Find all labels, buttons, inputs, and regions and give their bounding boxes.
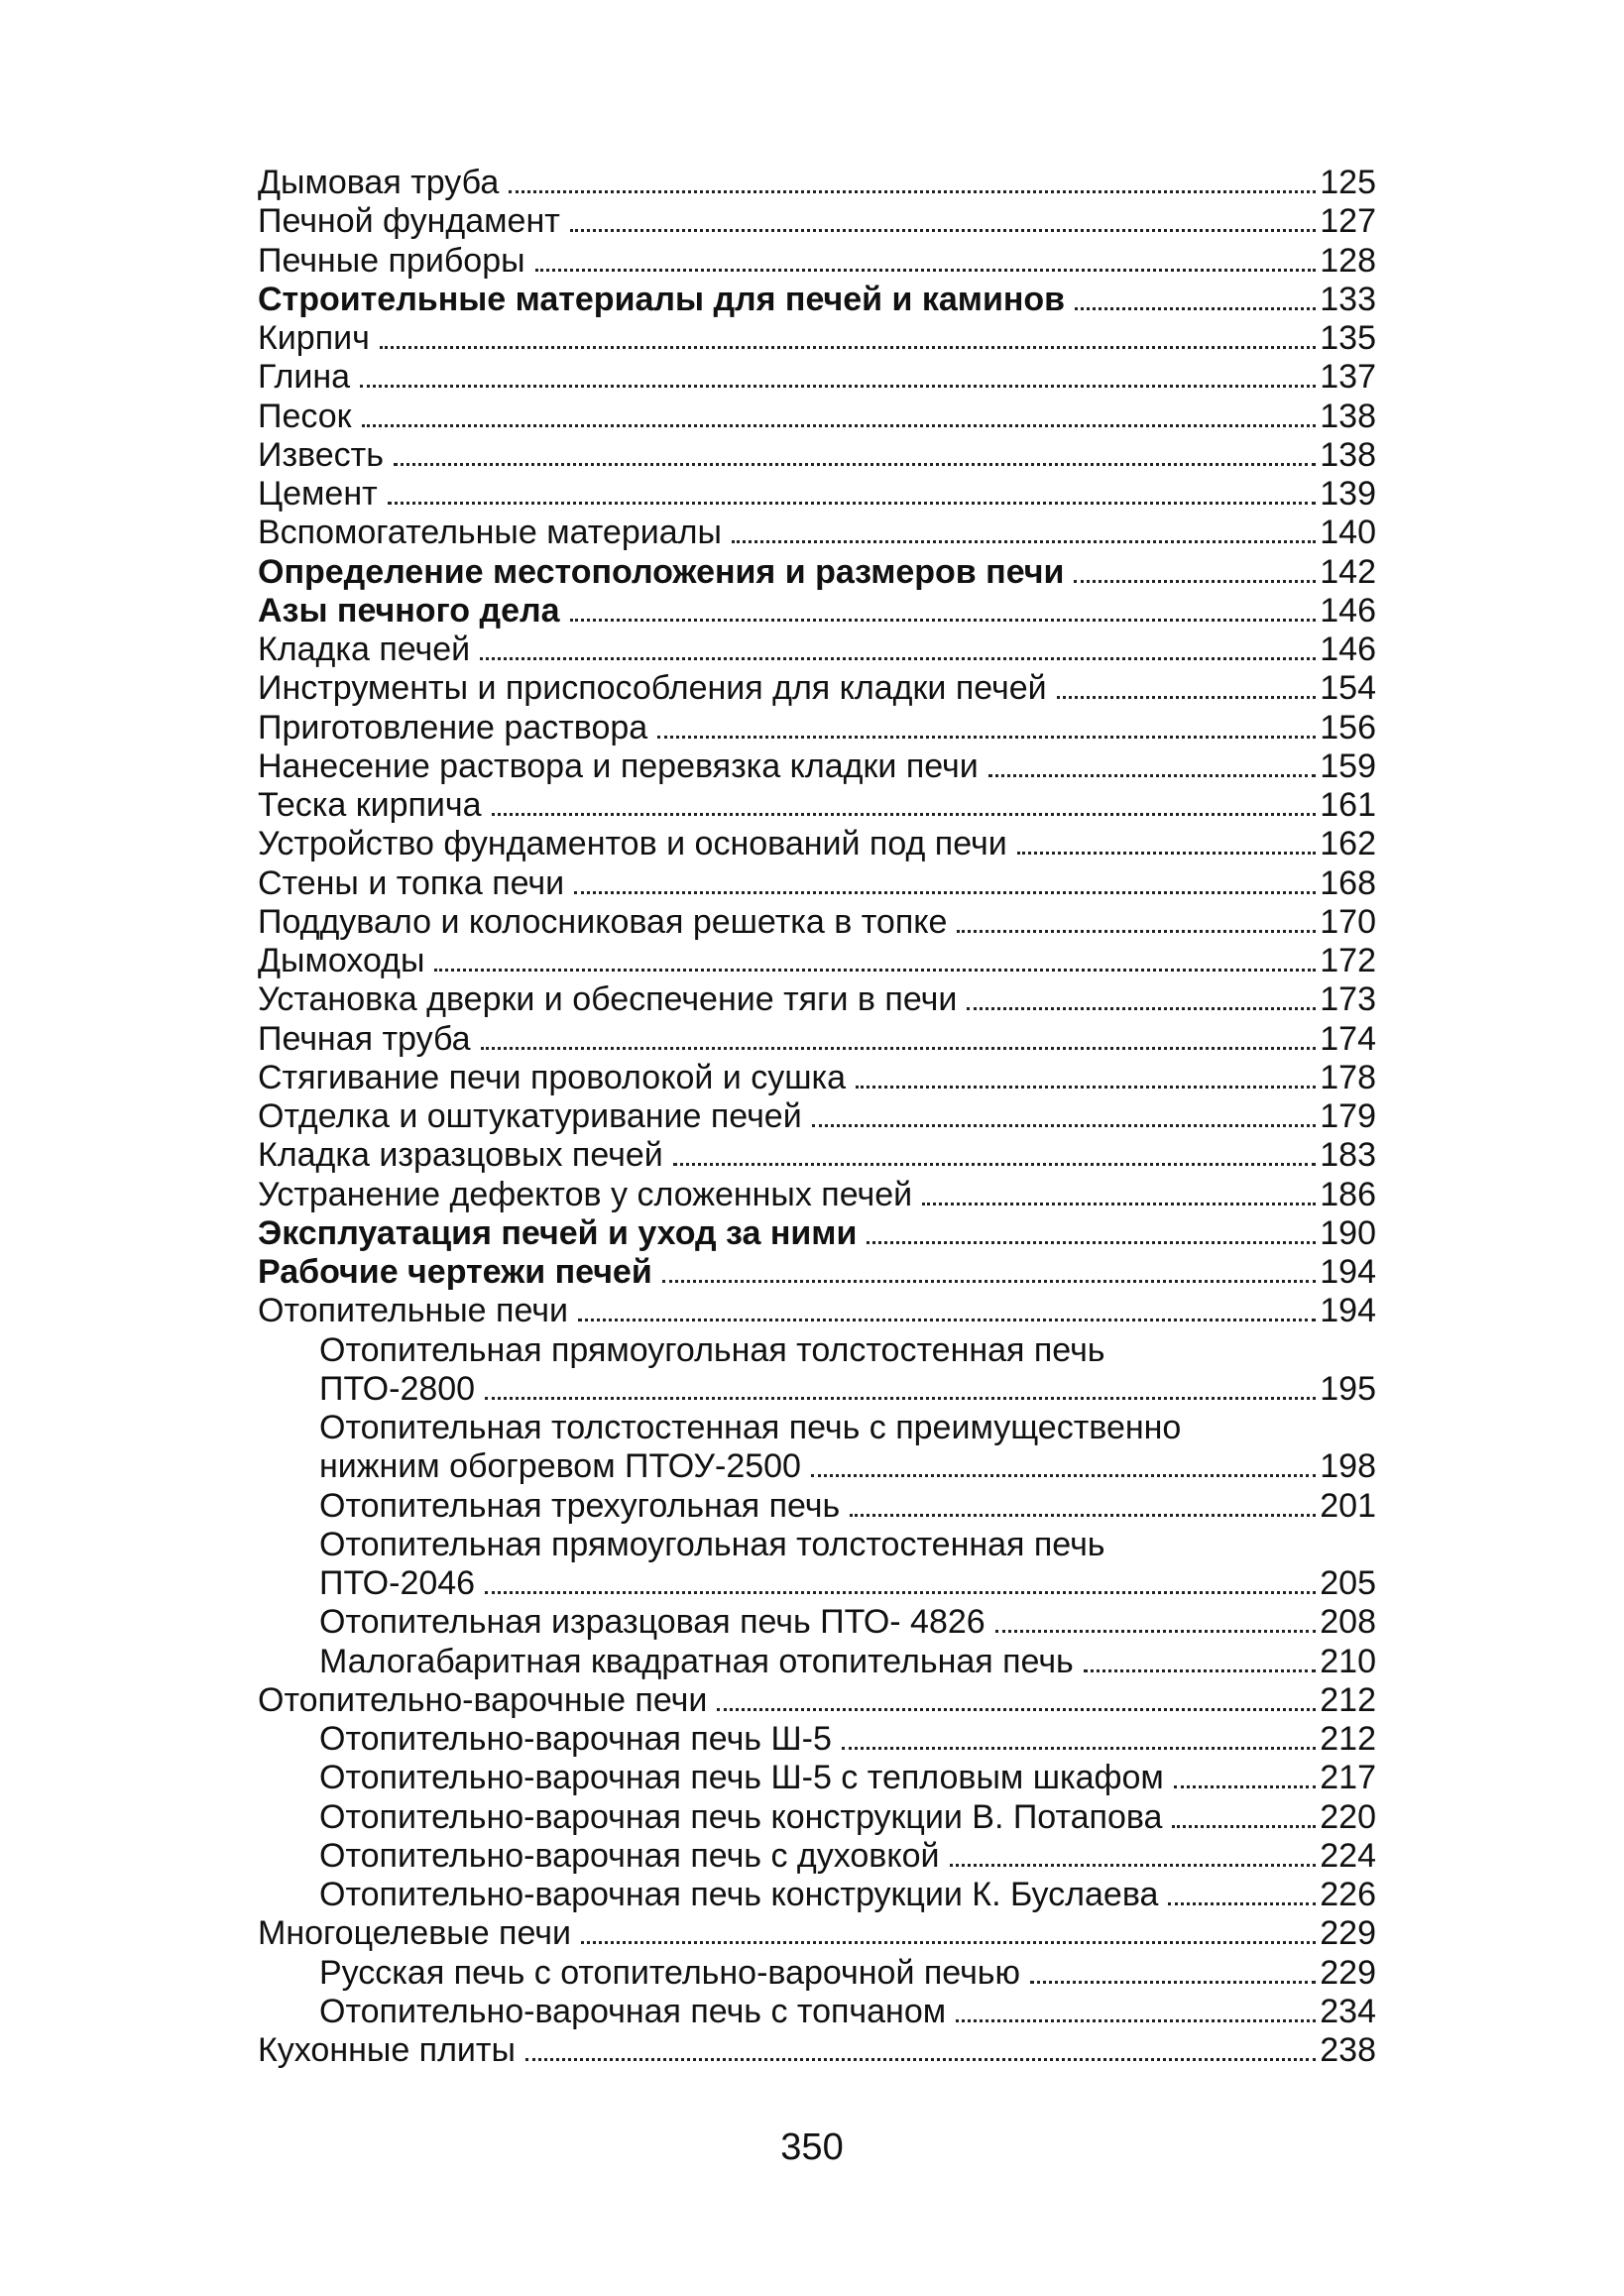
toc-entry-title: Отопительно-варочная печь Ш-5 [319,1720,832,1758]
toc-entry [258,281,1376,319]
dot-leader [950,1864,1317,1867]
dot-leader [492,813,1317,816]
toc-entry-page: 229 [1320,1953,1376,1992]
toc-entry-title: Глина [258,358,351,397]
dot-leader [850,1514,1316,1517]
toc-entry [258,1914,1376,1953]
toc-entry-page: 238 [1320,2031,1376,2069]
table-of-contents [258,164,1376,2070]
toc-entry [258,1214,1376,1253]
toc-entry [258,1564,1376,1603]
toc-entry [258,825,1376,863]
dot-leader [673,1163,1317,1166]
toc-entry [258,1447,1376,1486]
toc-entry-title: Азы печного дела [258,591,560,630]
toc-entry [258,1876,1376,1914]
toc-entry [258,903,1376,942]
toc-entry [258,786,1376,825]
toc-entry-page: 179 [1320,1097,1376,1135]
toc-entry [258,1643,1376,1681]
toc-entry-title: Стягивание печи проволокой и сушка [258,1058,847,1096]
toc-entry-page: 195 [1320,1369,1376,1408]
toc-entry-page: 178 [1320,1058,1376,1096]
dot-leader [485,1397,1316,1400]
dot-leader [362,424,1317,427]
toc-entry [258,747,1376,786]
toc-entry-title: Дымовая труба [258,164,500,201]
toc-entry [258,553,1376,592]
toc-entry [258,319,1376,358]
toc-entry-title: Нанесение раствора и перевязка кладки печи [258,746,979,785]
toc-entry-title: Отопительно-варочная печь конструкции В. Потапова [319,1797,1163,1836]
toc-entry-page: 172 [1320,942,1376,979]
toc-entry-page: 146 [1320,591,1376,630]
toc-entry-title: Отопительные печи [258,1292,568,1330]
dot-leader [811,1474,1316,1477]
toc-entry-page: 138 [1320,397,1376,435]
dot-leader [1084,1669,1316,1672]
toc-entry [258,669,1376,708]
toc-entry [258,1253,1376,1292]
toc-entry [258,1409,1376,1447]
toc-entry-page: 205 [1320,1564,1376,1602]
dot-leader [434,969,1316,972]
toc-entry [258,514,1376,552]
dot-leader [856,1086,1316,1089]
toc-entry [258,942,1376,980]
dot-leader [574,891,1316,894]
dot-leader [662,1280,1317,1283]
toc-entry [258,1331,1376,1370]
toc-entry [258,592,1376,631]
toc-entry [258,1603,1376,1642]
toc-entry-page: 217 [1320,1759,1376,1797]
toc-entry-title: Отопительно-варочные печи [258,1680,708,1719]
toc-entry [258,1059,1376,1097]
toc-entry-title: Кладка изразцовых печей [258,1136,663,1175]
dot-leader [988,774,1317,777]
dot-leader [570,229,1316,232]
toc-entry [258,398,1376,436]
dot-leader [867,1241,1316,1244]
dot-leader [480,657,1316,660]
toc-entry-page: 194 [1320,1253,1376,1291]
toc-entry [258,202,1376,241]
dot-leader [535,269,1317,272]
toc-entry [258,1759,1376,1797]
toc-entry-page: 234 [1320,1992,1376,2030]
toc-entry-title: Вспомогательные материалы [258,514,722,552]
toc-entry [258,1681,1376,1720]
toc-entry-title: Печной фундамент [258,202,560,241]
toc-entry [258,1487,1376,1526]
toc-entry-page: 220 [1320,1797,1376,1836]
toc-entry [258,1720,1376,1759]
toc-entry-title: Малогабаритная квадратная отопительная печь [319,1642,1074,1680]
dot-leader [995,1630,1317,1633]
toc-entry-title: Отопительно-варочная печь конструкции К. Буслаева [319,1876,1159,1913]
toc-entry-page: 138 [1320,435,1376,474]
dot-leader [1017,852,1317,855]
toc-entry-title: Строительные материалы для печей и каминов [258,280,1066,318]
dot-leader [842,1747,1316,1750]
toc-entry [258,164,1376,202]
toc-entry-title: Отопительная прямоугольная толстостенная печь [319,1330,1105,1369]
toc-entry-page: 142 [1320,552,1376,591]
toc-entry-page: 183 [1320,1136,1376,1175]
dot-leader [812,1124,1317,1127]
toc-entry-title: Отопительно-варочная печь с духовкой [319,1836,940,1875]
toc-entry-page: 186 [1320,1175,1376,1213]
toc-entry-page: 139 [1320,475,1376,513]
dot-leader [380,346,1316,349]
toc-entry-page: 161 [1320,786,1376,824]
dot-leader [1074,580,1316,583]
toc-entry-page: 125 [1320,164,1376,201]
toc-entry-page: 159 [1320,746,1376,785]
toc-entry-title: Определение местоположения и размеров печи [258,552,1065,591]
dot-leader [1057,696,1317,699]
toc-entry-title: ПТО-2800 [319,1369,476,1408]
toc-entry-title: Кирпич [258,319,370,357]
toc-entry-title: Поддувало и колосниковая решетка в топке [258,902,948,941]
dot-leader [956,2019,1316,2022]
toc-entry-page: 212 [1320,1680,1376,1719]
toc-entry-page: 229 [1320,1914,1376,1953]
toc-entry-title: Русская печь с отопительно-варочной печью [319,1953,1021,1992]
toc-entry-page: 156 [1320,708,1376,746]
dot-leader [957,930,1316,933]
dot-leader [485,1591,1316,1594]
toc-entry [258,1993,1376,2031]
dot-leader [525,2058,1316,2061]
dot-leader [581,1941,1316,1944]
toc-entry-page: 190 [1320,1213,1376,1252]
toc-entry-title: Кладка печей [258,631,471,668]
toc-entry-title: Песок [258,397,352,435]
toc-entry-page: 137 [1320,358,1376,397]
toc-entry-page: 194 [1320,1292,1376,1330]
toc-entry-page: 154 [1320,669,1376,708]
dot-leader [388,502,1317,505]
toc-entry-title: Отопительно-варочная печь с топчаном [319,1992,947,2030]
toc-entry-title: Многоцелевые печи [258,1914,571,1953]
toc-entry-title: Теска кирпича [258,786,482,824]
dot-leader [657,736,1316,739]
toc-entry-title: Приготовление раствора [258,708,648,746]
toc-entry-title: Известь [258,435,384,474]
toc-entry [258,1526,1376,1564]
dot-leader [1172,1825,1316,1828]
toc-entry-page: 224 [1320,1836,1376,1875]
toc-entry-page: 140 [1320,514,1376,552]
dot-leader [1075,307,1316,310]
toc-entry-title: Печная труба [258,1019,471,1058]
toc-entry-title: ПТО-2046 [319,1564,476,1602]
toc-entry-page: 198 [1320,1447,1376,1486]
toc-entry [258,1136,1376,1175]
toc-entry-title: Отопительная толстостенная печь с преимущественно [319,1409,1182,1446]
toc-entry-page: 170 [1320,902,1376,941]
toc-entry-page: 212 [1320,1720,1376,1758]
toc-entry-title: Рабочие чертежи печей [258,1253,652,1291]
toc-entry-title: Инструменты и приспособления для кладки печей [258,669,1047,708]
toc-entry-title: Отопительно-варочная печь Ш-5 с тепловым шкафом [319,1759,1164,1797]
toc-entry-page: 162 [1320,825,1376,863]
toc-entry [258,1020,1376,1059]
toc-entry-title: Печные приборы [258,241,525,280]
toc-entry-title: Кухонные плиты [258,2031,516,2069]
toc-entry [258,1176,1376,1214]
toc-entry-title: Эксплуатация печей и уход за ними [258,1213,858,1252]
dot-leader [732,540,1316,543]
toc-entry-title: Дымоходы [258,942,425,979]
toc-entry-title: Отопительная прямоугольная толстостенная печь [319,1525,1105,1563]
toc-entry-page: 128 [1320,241,1376,280]
toc-entry [258,980,1376,1019]
dot-leader [717,1708,1316,1711]
dot-leader [509,190,1316,193]
toc-entry-title: Отопительная трехугольная печь [319,1486,841,1525]
toc-entry [258,1798,1376,1837]
toc-entry-title: Устранение дефектов у сложенных печей [258,1175,913,1213]
toc-entry [258,1837,1376,1876]
dot-leader [360,385,1316,388]
toc-entry [258,1954,1376,1993]
toc-entry [258,1097,1376,1136]
toc-entry-page: 210 [1320,1642,1376,1680]
toc-entry [258,864,1376,903]
toc-entry-page: 173 [1320,980,1376,1019]
dot-leader [1168,1902,1316,1905]
dot-leader [394,463,1316,466]
toc-entry [258,631,1376,669]
toc-entry [258,358,1376,397]
toc-entry-page: 127 [1320,202,1376,241]
toc-entry-page: 208 [1320,1603,1376,1642]
toc-entry-page: 226 [1320,1876,1376,1913]
toc-entry-title: Стены и топка печи [258,863,565,902]
toc-entry-title: Установка дверки и обеспечение тяги в печи [258,980,958,1019]
toc-entry-title: нижним обогревом ПТОУ-2500 [319,1447,801,1486]
dot-leader [922,1203,1316,1205]
toc-entry [258,1292,1376,1330]
toc-entry [258,242,1376,281]
dot-leader [1030,1981,1316,1984]
toc-entry-page: 174 [1320,1019,1376,1058]
toc-entry [258,475,1376,514]
toc-entry [258,2031,1376,2070]
page-number: 350 [780,2126,844,2168]
dot-leader [570,619,1317,622]
toc-entry-page: 146 [1320,631,1376,668]
toc-entry-title: Отопительная изразцовая печь ПТО- 4826 [319,1603,986,1642]
dot-leader [1174,1785,1316,1788]
toc-entry [258,436,1376,475]
dot-leader [967,1007,1316,1010]
toc-entry-title: Устройство фундаментов и оснований под печи [258,825,1007,863]
toc-entry-title: Цемент [258,475,378,513]
toc-entry-page: 135 [1320,319,1376,357]
toc-entry-title: Отделка и оштукатуривание печей [258,1097,802,1135]
toc-entry-page: 168 [1320,863,1376,902]
dot-leader [481,1047,1317,1050]
toc-entry [258,1370,1376,1409]
dot-leader [578,1319,1316,1321]
toc-entry [258,709,1376,747]
toc-entry-page: 201 [1320,1486,1376,1525]
toc-entry-page: 133 [1320,280,1376,318]
